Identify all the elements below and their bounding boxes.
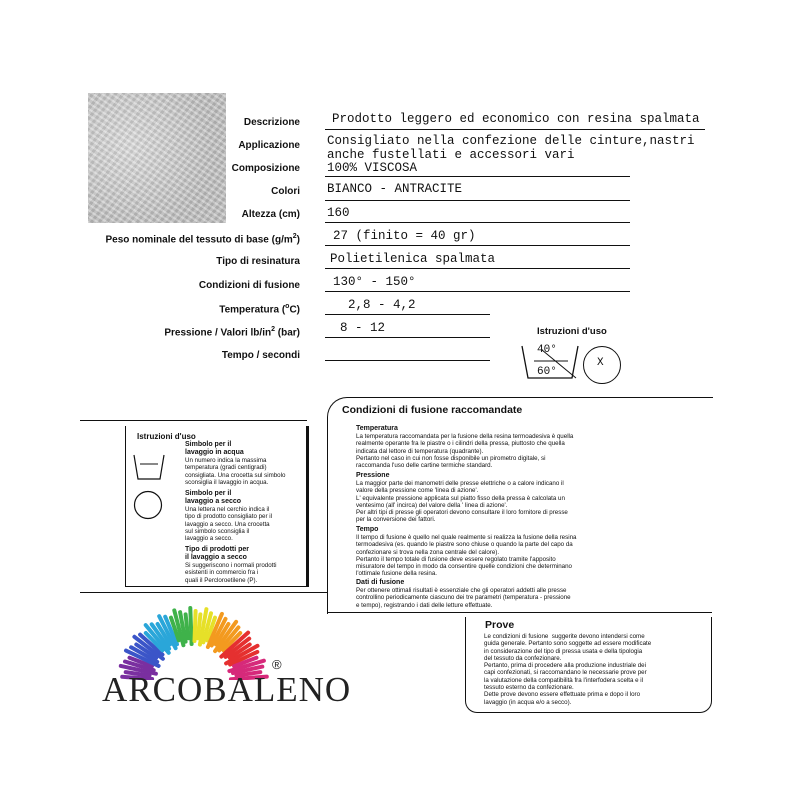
wash-temp-bottom: 60° (537, 366, 557, 378)
fusion-section-tempo-title: Tempo (356, 526, 379, 533)
spec-label-pressione-sup: 2 (271, 326, 275, 333)
fabric-swatch-image (88, 93, 226, 223)
spec-label-composizione: Composizione (231, 163, 300, 174)
spec-label-temperatura (219, 303, 300, 315)
spec-label-peso-text: Peso nominale del tessuto di base (g/m (105, 234, 293, 246)
spec-underline (325, 360, 490, 361)
fusion-section-tempo-text: Il tempo di fusione è quello nel quale realmente si realizza la fusione della resina termoadesiva (es. quando le piastre sono chiuse o quando la parte del capo da confezionare si trova nella zona centrale del calore). Pertanto il tempo totale di fusione deve essere regolato tramite l'apposito misuratore del tempo in modo da consentire quelle condizioni che determinano l'ottimale fusione della resina. (356, 534, 577, 578)
rainbow-stroke (195, 611, 196, 641)
spec-underline (325, 268, 630, 269)
spec-underline (325, 314, 490, 315)
spec-value-applicazione-2: anche fustellati e accessori vari (327, 148, 575, 162)
spec-label-applicazione: Applicazione (238, 140, 300, 151)
wash-instructions-title: Istruzioni d'uso (537, 326, 607, 337)
instr-water-title: Simbolo per il lavaggio in acqua (185, 441, 244, 456)
spec-label-pressione-text: Pressione / Valori lb/in (164, 327, 272, 339)
fusion-section-temperatura-text: La temperatura raccomandata per la fusione della resina termoadesiva è quella realmente operante fra le piastre o i cilindri della pressa, piuttosto che quella indicata dal lettore di temperatura (quadrante). Pertanto nel caso in cui non fosse disponibile un pirometro digitale, si raccomanda l'uso delle cartine termiche standard. (356, 433, 574, 470)
rainbow-stroke (190, 608, 191, 644)
prove-title: Prove (485, 619, 515, 631)
spec-value-peso: 27 (finito = 40 gr) (333, 229, 476, 243)
spec-value-pressione: 8 - 12 (340, 321, 386, 335)
spec-value-resinatura: Polietilenica spalmata (330, 252, 496, 266)
fusion-section-dati-title: Dati di fusione (356, 579, 405, 586)
spec-label-condizioni: Condizioni di fusione (198, 280, 300, 291)
brand-name: ARCOBALENO (102, 670, 352, 709)
registered-mark: ® (272, 657, 282, 672)
fusion-section-pressione-text: La maggior parte dei manometri delle presse elettriche o a calore indicano il valore della pressione come 'linea di azione'. L' equivalente pressione applicata sul piatto fisso della pressa è calcolata un ventesimo (all' incirca) del valore della ' linea di azione'. Per altri tipi di presse gli operatori devono consultare il loro fornitore di presse per la conversione dei fattori. (356, 480, 568, 524)
instr-water-text: Un numero indica la massima temperatura (gradi centigradi) consigliata. Una crocetta sul simbolo sconsiglia il lavaggio in acqua. (185, 457, 286, 486)
fusion-section-temperatura-title: Temperatura (356, 425, 398, 432)
spec-label-temperatura-text: Temperatura ( (219, 304, 286, 316)
spec-underline (325, 337, 490, 338)
fusion-title: Condizioni di fusione raccomandate (342, 404, 523, 416)
instr-products-text: Si suggeriscono i normali prodotti esistenti in commercio fra i quali il Percloroetilene (P). (185, 562, 277, 584)
spec-value-applicazione: Consigliato nella confezione delle cinture,nastri (327, 134, 695, 148)
spec-label-pressione-post: (bar) (275, 327, 300, 339)
spec-label-peso-sup: 2 (292, 233, 297, 240)
spec-label-resinatura: Tipo di resinatura (216, 256, 300, 267)
separator-line (80, 420, 307, 421)
rainbow-stroke (186, 614, 189, 638)
prove-text: Le condizioni di fusione suggerite devono intendersi come guida generale. Pertanto sono soggette ad essere modificate in considerazione del tipo di pressa usata e della tipologia del tessuto da confezionare. Pertanto, prima di procedere alla produzione industriale dei capi confezionati, si raccomandano le necessarie prove per la valutazione della compatibilità fra l'interfodera scelta e il tessuto esterno da confezionare. Dette prove devono essere effettuate prima e dopo il loro lavaggio (in acqua e/o a secco). (484, 633, 652, 706)
dry-wash-icon (133, 490, 163, 520)
spec-label-altezza: Altezza (cm) (241, 209, 300, 220)
spec-underline (325, 129, 705, 130)
spec-label-temperatura-post: C) (289, 304, 300, 316)
spec-value-colori: BIANCO - ANTRACITE (327, 182, 463, 196)
spec-label-colori: Colori (271, 186, 300, 197)
spec-underline (325, 200, 630, 201)
instr-dry-title: Simbolo per il lavaggio a secco (185, 490, 242, 505)
fusion-section-dati-text: Per ottenere ottimali risultati è essenziale che gli operatori addetti alle presse controllino periodicamente ciascuno dei tre parametri (temperatura - pressione e tempo), registrando i dati delle letture effettuate. (356, 587, 571, 609)
spec-value-descrizione: Prodotto leggero ed economico con resina spalmata (332, 112, 700, 126)
fusion-section-pressione-title: Pressione (356, 472, 390, 479)
spec-value-condizioni: 130° - 150° (333, 275, 416, 289)
rainbow-icon (108, 600, 278, 680)
water-wash-icon (132, 452, 166, 482)
wash-temp-top: 40° (537, 344, 557, 356)
spec-value-altezza: 160 (327, 206, 350, 220)
spec-value-composizione: 100% VISCOSA (327, 161, 418, 175)
spec-label-descrizione: Descrizione (243, 117, 300, 128)
instr-dry-text: Una lettera nel cerchio indica il tipo di prodotto consigliato per il lavaggio a secco. Una crocetta sul simbolo sconsiglia il lavaggio a secco. (185, 506, 273, 543)
spec-underline (325, 176, 630, 177)
spec-label-peso (105, 233, 300, 245)
instructions-title: Istruzioni d'uso (137, 432, 196, 441)
spec-label-temperatura-sup: o (285, 303, 290, 310)
spec-label-tempo: Tempo / secondi (221, 350, 300, 361)
brand-rainbow-logo (108, 600, 278, 680)
spec-underline (325, 222, 630, 223)
spec-label-peso-post: ) (296, 234, 300, 246)
dry-clean-circle-letter: X (597, 357, 604, 369)
spec-value-temperatura: 2,8 - 4,2 (348, 298, 416, 312)
spec-underline (325, 245, 630, 246)
spec-underline (325, 291, 630, 292)
spec-label-pressione (164, 326, 300, 338)
separator-line (80, 592, 327, 593)
instr-products-title: Tipo di prodotti per il lavaggio a secco (185, 546, 250, 561)
